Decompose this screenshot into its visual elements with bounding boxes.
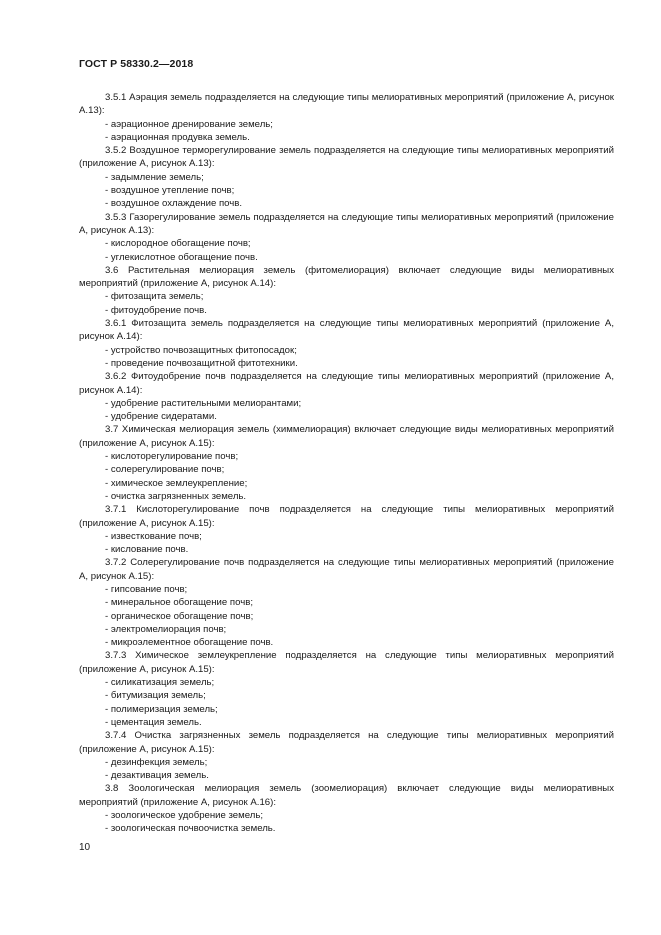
paragraph-3-6-2: 3.6.2 Фитоудобрение почв подразделяется на следующие типы мелиоративных мероприятий (приложение А, рисунок А.14): (79, 371, 614, 396)
list-item: - цементация земель. (105, 716, 202, 728)
list-item: - кислование почв. (105, 544, 189, 556)
paragraph-3-6-1: 3.6.1 Фитозащита земель подразделяется на следующие типы мелиоративных мероприятий (приложение А, рисунок А.14): (79, 318, 614, 343)
paragraph-3-6: 3.6 Растительная мелиорация земель (фитомелиорация) включает следующие виды мелиоративных мероприятий (приложение А, рисунок А.14): (79, 264, 614, 290)
document-header: ГОСТ Р 58330.2—2018 (79, 58, 194, 70)
paragraph-3-5-1: 3.5.1 Аэрация земель подразделяется на следующие типы мелиоративных мероприятий (приложение А, рисунок А.13): (79, 92, 614, 117)
list-item: - зоологическая почвоочистка земель. (105, 823, 276, 835)
list-item: - кислородное обогащение почв; (105, 238, 251, 250)
paragraph-3-5-3: 3.5.3 Газорегулирование земель подразделяется на следующие типы мелиоративных мероприятий (приложение А, рисунок А.13): (79, 211, 614, 236)
document-body (79, 91, 614, 836)
list-item: - битумизация земель; (105, 690, 206, 702)
list-item: - кислоторегулирование почв; (105, 451, 239, 463)
list-item: - известкование почв; (105, 530, 202, 542)
paragraph-3-8: 3.8 Зоологическая мелиорация земель (зоомелиорация) включает следующие виды мелиоративных мероприятий (приложение А, рисунок А.16): (79, 783, 614, 808)
list-item: - органическое обогащение почв; (105, 610, 254, 622)
list-item: - задымление земель; (105, 171, 204, 183)
list-item: - гипсование почв; (105, 583, 188, 595)
list-item: - солерегулирование почв; (105, 464, 225, 476)
list-item: - микроэлементное обогащение почв. (105, 637, 274, 649)
paragraph-3-7-3: 3.7.3 Химическое землеукрепление подразделяется на следующие типы мелиоративных мероприятий (приложение А, рисунок А.15): (79, 650, 614, 675)
list-item: - углекислотное обогащение почв. (105, 251, 258, 263)
list-item: - воздушное утепление почв; (105, 185, 235, 197)
list-item: - химическое землеукрепление; (105, 477, 248, 489)
list-item: - устройство почвозащитных фитопосадок; (105, 344, 297, 356)
list-item: - полимеризация земель; (105, 703, 218, 715)
list-item: - электромелиорация почв; (105, 623, 227, 635)
paragraph-3-7-1: 3.7.1 Кислоторегулирование почв подразделяется на следующие типы мелиоративных мероприятий (приложение А, рисунок А.15): (79, 504, 614, 529)
list-item: - аэрационная продувка земель. (105, 131, 250, 143)
list-item: - проведение почвозащитной фитотехники. (105, 357, 298, 369)
list-item: - фитоудобрение почв. (105, 304, 207, 316)
list-item: - силикатизация земель; (105, 677, 215, 689)
list-item: - удобрение растительными мелиорантами; (105, 397, 302, 409)
list-item: - дезактивация земель. (105, 770, 209, 782)
page-number: 10 (79, 842, 91, 853)
list-item: - воздушное охлаждение почв. (105, 198, 243, 210)
list-item: - минеральное обогащение почв; (105, 597, 254, 609)
list-item: - фитозащита земель; (105, 291, 204, 303)
paragraph-3-7-2: 3.7.2 Солерегулирование почв подразделяется на следующие типы мелиоративных мероприятий (приложение А, рисунок А.15): (79, 557, 614, 582)
list-item: - зоологическое удобрение земель; (105, 810, 264, 822)
list-item: - очистка загрязненных земель. (105, 490, 247, 502)
list-item: - аэрационное дренирование земель; (105, 118, 273, 130)
paragraph-3-7: 3.7 Химическая мелиорация земель (химмелиорация) включает следующие виды мелиоративных мероприятий (приложение А, рисунок А.15): (79, 424, 614, 449)
paragraph-3-5-2: 3.5.2 Воздушное терморегулирование земель подразделяется на следующие типы мелиоративных мероприятий (приложение А, рисунок А.13): (79, 145, 614, 170)
paragraph-3-7-4: 3.7.4 Очистка загрязненных земель подразделяется на следующие типы мелиоративных мероприятий (приложение А, рисунок А.15): (79, 730, 614, 755)
list-item: - удобрение сидератами. (105, 411, 217, 423)
list-item: - дезинфекция земель; (105, 756, 208, 768)
